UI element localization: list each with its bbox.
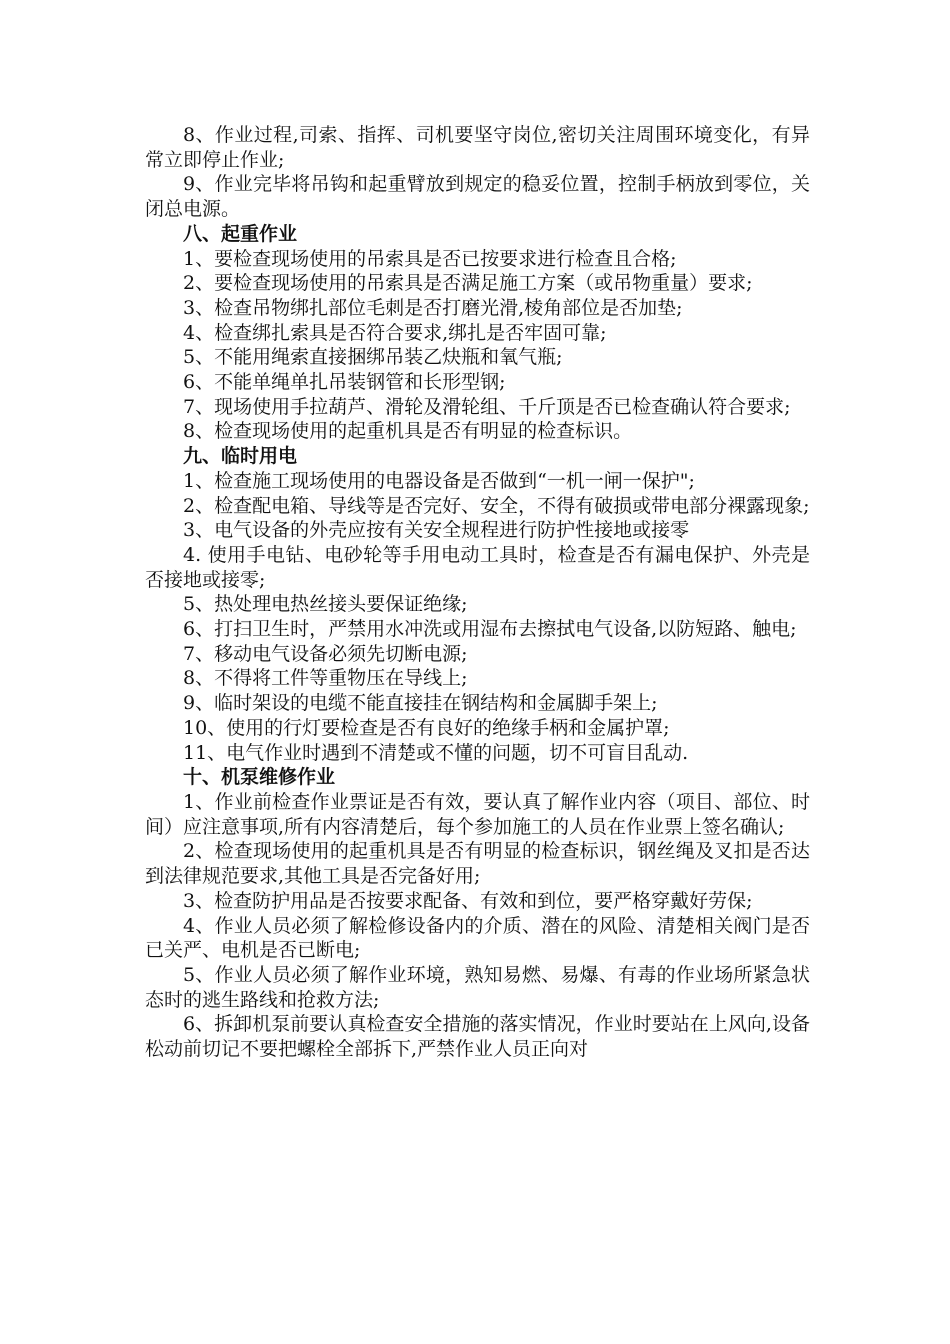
paragraph: 8、检查现场使用的起重机具是否有明显的检查标识。 xyxy=(183,420,633,443)
paragraph: 5、作业人员必须了解作业环境，熟知易燃、易爆、有毒的作业场所紧急状态时的逃生路线和抢救方法; xyxy=(145,963,810,1011)
document-page xyxy=(145,123,810,1062)
paragraph: 1、要检查现场使用的吊索具是否已按要求进行检查且合格; xyxy=(183,247,677,270)
paragraph: 1、作业前检查作业票证是否有效，要认真了解作业内容（项目、部位、时间）应注意事项,所有内容清楚后，每个参加施工的人员在作业票上签名确认; xyxy=(145,790,810,838)
paragraph: 2、要检查现场使用的吊索具是否满足施工方案（或吊物重量）要求; xyxy=(183,272,753,295)
paragraph: 2、检查现场使用的起重机具是否有明显的检查标识，钢丝绳及叉扣是否达到法律规范要求,其他工具是否完备好用; xyxy=(145,840,810,888)
paragraph: 8、作业过程,司索、指挥、司机要坚守岗位,密切关注周围环境变化，有异常立即停止作业; xyxy=(145,124,810,171)
paragraph: 5、不能用绳索直接捆绑吊装乙炔瓶和氧气瓶; xyxy=(183,346,563,369)
paragraph: 4、检查绑扎索具是否符合要求,绑扎是否牢固可靠; xyxy=(183,321,607,344)
paragraph: 3、检查防护用品是否按要求配备、有效和到位，要严格穿戴好劳保; xyxy=(183,889,753,912)
paragraph: 6、打扫卫生时，严禁用水冲洗或用湿布去擦拭电气设备,以防短路、触电; xyxy=(183,618,797,641)
paragraph: 2、检查配电箱、导线等是否完好、安全，不得有破损或带电部分裸露现象; xyxy=(183,494,810,517)
paragraph: 4、作业人员必须了解检修设备内的介质、潜在的风险、清楚相关阀门是否已关严、电机是否已断电; xyxy=(145,914,810,962)
paragraph: 9、作业完毕将吊钩和起重臂放到规定的稳妥位置，控制手柄放到零位，关闭总电源。 xyxy=(145,173,810,221)
paragraph: 6、拆卸机泵前要认真检查安全措施的落实情况，作业时要站在上风向,设备松动前切记不要把螺栓全部拆下,严禁作业人员正向对 xyxy=(145,1013,810,1061)
paragraph: 7、现场使用手拉葫芦、滑轮及滑轮组、千斤顶是否已检查确认符合要求; xyxy=(183,395,791,418)
paragraph: 10、使用的行灯要检查是否有良好的绝缘手柄和金属护罩; xyxy=(183,716,670,739)
paragraph: 5、热处理电热丝接头要保证绝缘; xyxy=(183,593,468,616)
section-heading: 九、临时用电 xyxy=(183,445,298,468)
paragraph: 8、不得将工件等重物压在导线上; xyxy=(183,667,468,690)
paragraph: 9、临时架设的电缆不能直接挂在钢结构和金属脚手架上; xyxy=(183,692,658,715)
paragraph: 4. 使用手电钻、电砂轮等手用电动工具时，检查是否有漏电保护、外壳是否接地或接零; xyxy=(145,543,810,591)
paragraph: 1、检查施工现场使用的电器设备是否做到“一机一闸一保护"; xyxy=(183,469,695,492)
paragraph: 6、不能单绳单扎吊装钢管和长形型钢; xyxy=(183,371,506,394)
paragraph: 7、移动电气设备必须先切断电源; xyxy=(183,642,468,665)
paragraph: 3、检查吊物绑扎部位毛刺是否打磨光滑,棱角部位是否加垫; xyxy=(183,296,683,319)
paragraph: 3、电气设备的外壳应按有关安全规程进行防护性接地或接零 xyxy=(183,519,690,542)
section-heading: 十、机泵维修作业 xyxy=(183,766,336,789)
paragraph: 11、电气作业时遇到不清楚或不懂的问题，切不可盲目乱动. xyxy=(183,741,689,764)
section-heading: 八、起重作业 xyxy=(183,222,298,245)
